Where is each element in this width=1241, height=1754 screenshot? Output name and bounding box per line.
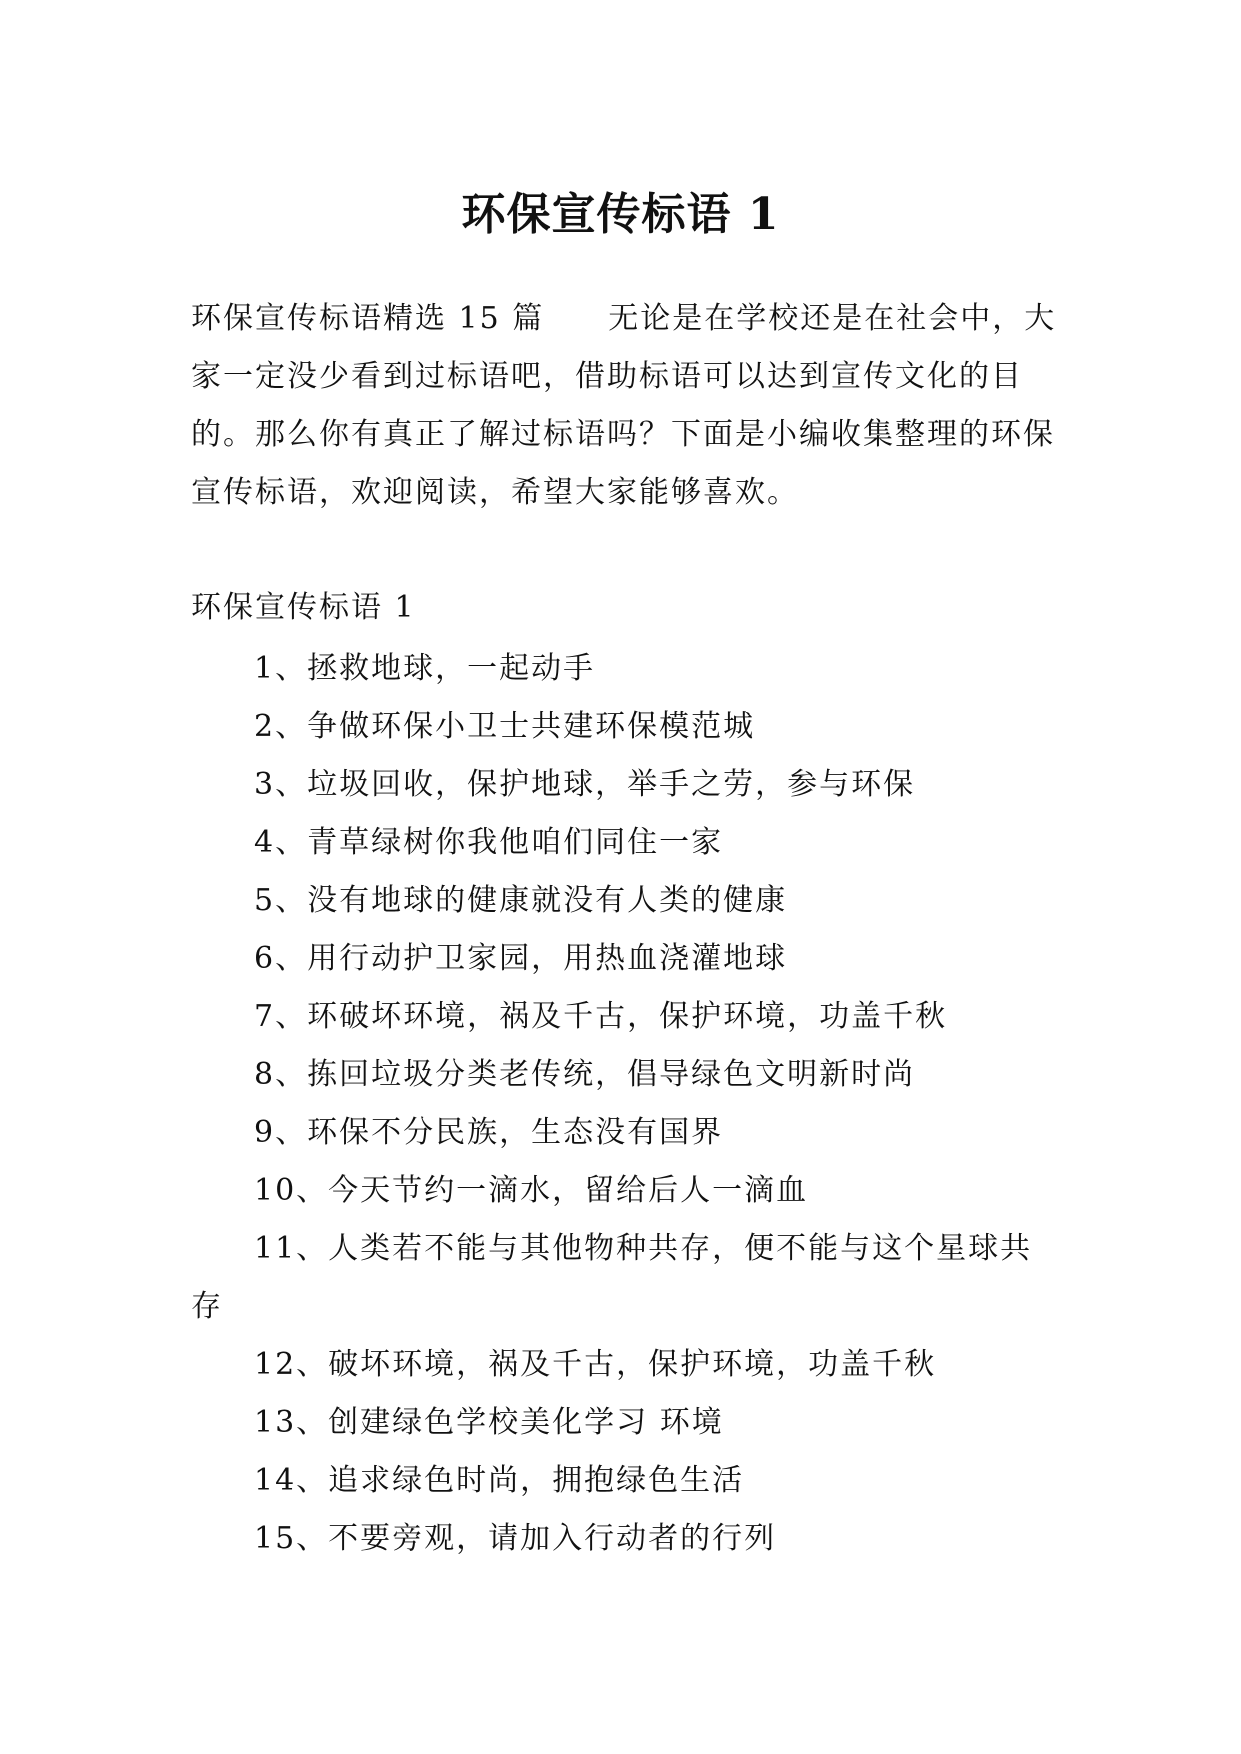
slogan-item: 9、环保不分民族，生态没有国界: [254, 1115, 724, 1150]
slogan-item: 7、环破坏环境，祸及千古，保护环境，功盖千秋: [254, 999, 948, 1034]
slogan-item: 11、人类若不能与其他物种共存，便不能与这个星球共存: [191, 1231, 1033, 1324]
slogan-item: 15、不要旁观，请加入行动者的行列: [254, 1521, 777, 1556]
slogan-item: 12、破坏环境，祸及千古，保护环境，功盖千秋: [254, 1347, 937, 1382]
intro-body: 无论是在学校还是在社会中，大家一定没少看到过标语吧，借助标语可以达到宣传文化的目的。那么你有真正了解过标语吗？下面是小编收集整理的环保宣传标语，欢迎阅读，希望大家能够喜欢。: [191, 301, 1057, 510]
slogan-item: 10、今天节约一滴水，留给后人一滴血: [254, 1173, 809, 1208]
section-heading: 环保宣传标语 1: [191, 590, 416, 625]
document-title: 环保宣传标语 1: [461, 189, 780, 241]
slogan-item: 2、争做环保小卫士共建环保模范城: [254, 709, 756, 744]
slogan-item: 13、创建绿色学校美化学习 环境: [254, 1405, 724, 1440]
slogan-item: 14、追求绿色时尚，拥抱绿色生活: [254, 1463, 745, 1498]
slogan-item: 5、没有地球的健康就没有人类的健康: [254, 883, 788, 918]
intro-lead: 环保宣传标语精选 15 篇: [191, 301, 545, 336]
intro-paragraph: [191, 290, 1061, 522]
slogan-item: 8、拣回垃圾分类老传统，倡导绿色文明新时尚: [254, 1057, 916, 1092]
slogan-item: 1、拯救地球，一起动手: [254, 651, 596, 686]
slogan-item: 4、青草绿树你我他咱们同住一家: [254, 825, 724, 860]
slogan-item: 3、垃圾回收，保护地球，举手之劳，参与环保: [254, 767, 916, 802]
slogan-list: [191, 640, 1061, 1568]
slogan-item: 6、用行动护卫家园，用热血浇灌地球: [254, 941, 788, 976]
